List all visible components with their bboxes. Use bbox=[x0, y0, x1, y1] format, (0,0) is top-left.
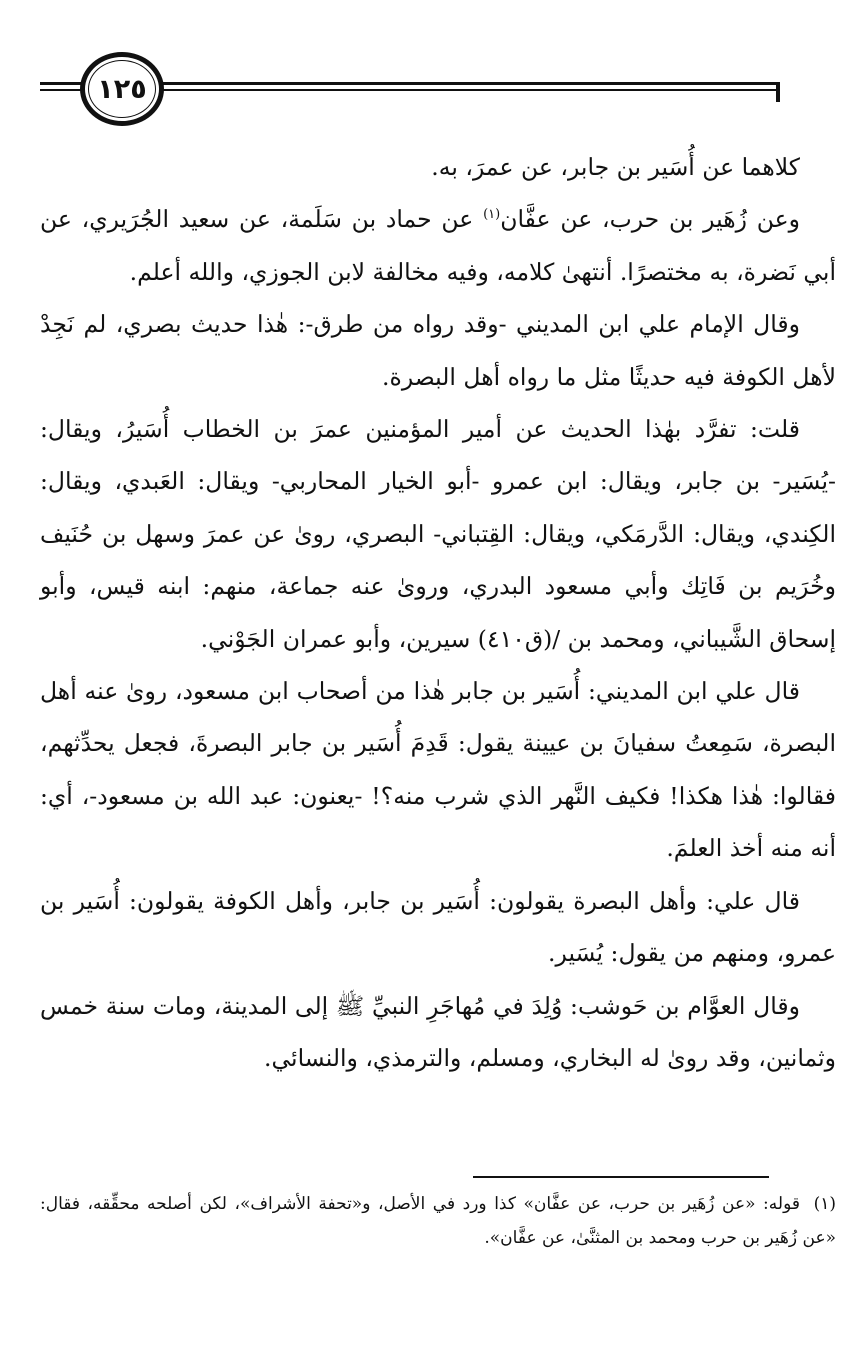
footnote-number: (١) bbox=[813, 1194, 836, 1214]
main-text bbox=[40, 141, 836, 1084]
paragraph bbox=[40, 193, 836, 298]
header-rule-right-end bbox=[776, 82, 780, 102]
paragraph: قال علي ابن المديني: أُسَير بن جابر هٰذا من أصحاب ابن مسعود، روىٰ عنه أهل البصرة، سَمِعتُ سفيانَ بن عيينة يقول: قَدِمَ أُسَير بن جابر البصرةَ، فجعل يحدِّثهم، فقالوا: هٰذا هكذا! فكيف النَّهر الذي شرب منه؟! -يعنون: عبد الله بن مسعود-، أي: أنه منه أخذ العلمَ. bbox=[40, 677, 837, 863]
page-number-badge bbox=[80, 52, 164, 126]
page-number: ١٢٥ bbox=[97, 73, 147, 105]
footnote-text: قوله: «عن زُهَير بن حرب، عن عفَّان» كذا ورد في الأصل، و«تحفة الأشراف»، لكن أصلحه محقِّقه، فقال: «عن زُهَير بن حرب ومحمد بن المثنَّىٰ، عن عفَّان». bbox=[40, 1194, 836, 1248]
page-header bbox=[0, 0, 867, 140]
paragraph: وقال الإمام علي ابن المديني -وقد رواه من طرق-: هٰذا حديث بصري، لم نَجِدْ لأهل الكوفة فيه حديثًا مثل ما رواه أهل البصرة. bbox=[40, 310, 836, 391]
paragraph: قال علي: وأهل البصرة يقولون: أُسَير بن جابر، وأهل الكوفة يقولون: أُسَير بن عمرو، ومنهم من يقول: يُسَير. bbox=[40, 886, 836, 968]
header-rule-right-bottom bbox=[160, 89, 776, 91]
header-rule-left-bottom bbox=[40, 89, 84, 91]
footnote bbox=[40, 1187, 836, 1255]
footnote-ref: (١) bbox=[483, 207, 501, 223]
paragraph: وقال العوَّام بن حَوشب: وُلِدَ في مُهاجَرِ النبيِّ ﷺ إلى المدينة، ومات سنة خمس وثمانين، وقد روىٰ له البخاري، ومسلم، والترمذي، والنسائي. bbox=[40, 991, 836, 1072]
header-rule-right-top bbox=[160, 82, 776, 85]
footnote-separator bbox=[473, 1176, 769, 1178]
paragraph: كلاهما عن أُسَير بن جابر، عن عمرَ، به. bbox=[431, 153, 800, 181]
paragraph-text: وعن زُهَير بن حرب، عن عفَّان bbox=[500, 205, 800, 234]
footnotes bbox=[40, 1187, 836, 1255]
header-rule-left-top bbox=[40, 82, 84, 85]
paragraph: قلت: تفرَّد بهٰذا الحديث عن أمير المؤمنين عمرَ بن الخطاب أُسَيرُ، ويقال: -يُسَير- بن جابر، ويقال: ابن عمرو -أبو الخيار المحاربي- ويقال: العَبدي، ويقال: الكِندي، ويقال: الدَّرمَكي، ويقال: القِتباني- البصري، روىٰ عن عمرَ وسهل بن حُنَيف وخُرَيم بن فَاتِك وأبي مسعود البدري، وروىٰ عنه جماعة، منهم: ابنه قيس، وأبو إسحاق الشَّيباني، ومحمد بن /(ق٤١٠) سيرين، وأبو عمران الجَوْني. bbox=[40, 415, 836, 653]
paragraph-text: عن حماد بن سَلَمة، عن سعيد الجُرَيري، عن أبي نَضرة، به مختصرًا. أنتهىٰ كلامه، وفيه مخالفة لابن الجوزي، والله أعلم. bbox=[40, 205, 836, 286]
